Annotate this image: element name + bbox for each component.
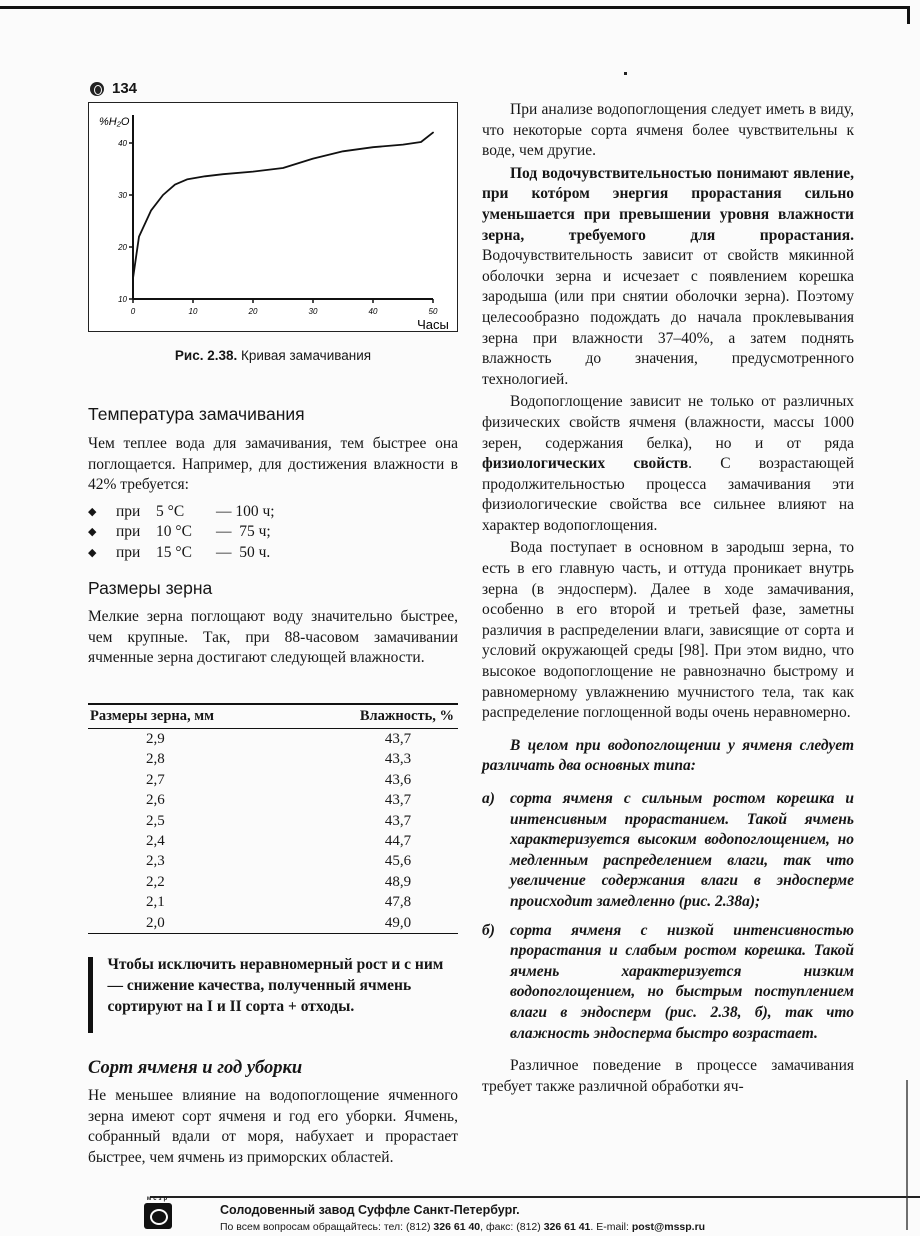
note-text: Чтобы исключить неравномерный рост и с ним — снижение качества, полученный ячмень сортируют на I и II сорта + отходы.	[107, 956, 444, 1015]
list-item-marker: а)	[482, 790, 495, 807]
cell-moisture: 43,6	[384, 771, 412, 788]
footer-fax: 326 61 41	[543, 1221, 591, 1233]
list-item-hours: — 100 ч;	[216, 502, 275, 520]
y-tick-label: 40	[118, 139, 127, 148]
list-item-temp: 15 °С	[156, 543, 192, 561]
list-item-hours: — 50 ч.	[216, 543, 271, 561]
paragraph-physiology	[482, 392, 854, 536]
cell-moisture: 45,6	[384, 853, 412, 870]
table-row	[88, 770, 458, 790]
paragraph-water-sensitivity	[482, 164, 854, 391]
page-corner-mark	[907, 6, 910, 24]
definition-bold: Под водочувствительностью понимают явление, при котóром энергия прорастания сильно уменьшается при превышении уровня влажности зерна, требуемого для прорастания.	[482, 164, 854, 244]
footer-email[interactable]: post@mssp.ru	[631, 1221, 706, 1233]
table-body	[88, 729, 458, 934]
heading-variety: Сорт ячменя и год уборки	[88, 1058, 303, 1078]
cell-grain-size: 2,9	[146, 731, 165, 747]
table-row	[88, 831, 458, 851]
footer-text: По всем вопросам обращайтесь: тел: (812)	[220, 1221, 434, 1233]
bullet-diamond-icon: ◆	[88, 526, 97, 539]
paragraph-two-types: В целом при водопоглощении у ячменя следует различать два основных типа:	[482, 736, 854, 775]
footer-rule	[150, 1196, 920, 1198]
list-item-marker: б)	[482, 921, 495, 939]
cell-moisture: 49,0	[251, 913, 458, 934]
grain-table-wrap	[88, 703, 458, 934]
list-item	[482, 789, 854, 913]
y-axis-label: %H₂O	[99, 116, 130, 128]
paragraph-temperature: Чем теплее вода для замачивания, тем быстрее она поглощается. Например, для достижения влажности в 42% требуется:	[88, 435, 458, 494]
note-bar	[88, 957, 93, 1033]
list-item-text: сорта ячменя с сильным ростом корешка и интенсивным прорастанием. Такой ячмень характеризуется высоким водопоглощением, но медленным распределением влаги, так что увеличение содержания влаги в эндосперме происходит замедленно (рис. 2.38а);	[510, 790, 854, 910]
x-tick-label: 40	[368, 307, 378, 316]
list-item-hours: — 75 ч;	[216, 523, 271, 541]
footer-text: , факс: (812)	[480, 1221, 544, 1233]
cell-grain-size: 2,1	[146, 894, 165, 911]
cell-grain-size: 2,3	[146, 853, 165, 870]
figure-caption-text: Кривая замачивания	[237, 348, 372, 363]
cell-grain-size: 2,6	[146, 792, 165, 809]
company-logo	[143, 1196, 173, 1230]
cell-grain-size: 2,0	[88, 913, 251, 934]
cell-moisture: 44,7	[384, 833, 412, 850]
heading-temperature: Температура замачивания	[88, 404, 305, 424]
physiology-text-b: . С возрастающей продолжительностью процесса замачивания эти физиологические свойства все сильнее влияют на характер водопоглощения.	[482, 455, 854, 534]
bullet-diamond-icon: ◆	[88, 546, 97, 559]
list-item-temp: 10 °С	[156, 523, 192, 541]
paragraph-grain-size: Мелкие зерна поглощают воду значительно быстрее, чем крупные. Так, при 88-часовом замачивании ячменные зерна достигают следующей влажности.	[88, 608, 458, 667]
types-list	[482, 789, 854, 1044]
logo-mark-icon	[144, 1203, 172, 1229]
scan-speck	[624, 72, 627, 75]
list-item	[88, 522, 458, 543]
table-row	[88, 872, 458, 892]
definition-rest: Водочувствительность зависит от свойств мякинной оболочки зерна и исчезает с появлением корешка зародыша (или при снятии оболочки зерна). Поэтому целесообразно подождать до начала проклевывания зерна при влажности 37–40%, а затем поднять влажность до значения, предусмотренного технологией.	[482, 247, 854, 388]
x-axis-label: Часы	[417, 317, 449, 331]
table-header-moisture: Влажность, %	[251, 704, 458, 729]
list-item	[88, 502, 458, 523]
footer-text: . E-mail:	[590, 1221, 632, 1233]
physiology-text-a: Водопоглощение зависит не только от различных физических свойств ячменя (влажности, массы 1000 зерен, содержания белка), но и от ряда	[482, 393, 854, 452]
page-marker-icon	[90, 82, 104, 96]
y-tick-label: 30	[118, 191, 127, 200]
cell-moisture: 43,3	[384, 751, 412, 768]
cell-grain-size: 2,8	[146, 751, 165, 768]
x-tick-label: 50	[428, 307, 438, 316]
scan-edge	[906, 1080, 908, 1230]
table-row	[88, 892, 458, 912]
bullet-diamond-icon: ◆	[88, 505, 97, 518]
page-top-rule	[0, 6, 910, 9]
section-grain-size	[88, 578, 458, 669]
x-tick-label: 0	[130, 307, 136, 316]
list-item	[482, 921, 854, 1045]
list-item-temp: 5 °С	[156, 502, 185, 520]
cell-moisture: 43,7	[384, 731, 412, 747]
table-row	[88, 851, 458, 871]
x-tick-label: 30	[308, 307, 318, 316]
cell-grain-size: 2,5	[146, 812, 165, 829]
table-row	[88, 811, 458, 831]
x-tick-label: 10	[188, 307, 198, 316]
footer-contacts	[220, 1221, 705, 1233]
physiology-bold: физиологических свойств	[482, 455, 689, 473]
page-number-text: 134	[112, 80, 138, 97]
list-item-prefix: при	[116, 523, 141, 541]
page-number	[90, 80, 137, 97]
figure-caption	[88, 348, 458, 363]
footer-phone: 326 61 40	[433, 1221, 481, 1233]
cell-moisture: 43,7	[384, 792, 412, 809]
logo-tag: мсзр	[146, 1196, 170, 1202]
sorting-note	[88, 955, 458, 1033]
table-row	[88, 790, 458, 810]
y-tick-label: 10	[118, 295, 127, 304]
cell-grain-size: 2,7	[146, 771, 165, 788]
section-variety	[88, 1058, 458, 1168]
temperature-list	[88, 502, 458, 564]
right-column	[482, 100, 854, 1097]
list-item-text: сорта ячменя с низкой интенсивностью прорастания и слабым ростом корешка. Такой ячмень характеризуется низким водопоглощением, но быстрым поступлением влаги в эндосперм (рис. 2.38, б), так что влажность эндосперма быстро возрастает.	[510, 921, 854, 1042]
y-tick-label: 20	[118, 243, 127, 252]
figure-caption-number: Рис. 2.38.	[174, 348, 238, 363]
heading-grain-size: Размеры зерна	[88, 578, 213, 598]
list-item-prefix: при	[116, 543, 141, 561]
cell-grain-size: 2,4	[146, 833, 165, 850]
table-row	[88, 749, 458, 769]
table-row	[88, 913, 458, 934]
chart-svg	[89, 103, 457, 331]
cell-moisture: 48,9	[384, 873, 412, 890]
cell-grain-size: 2,2	[146, 873, 165, 890]
table-header-size: Размеры зерна, мм	[88, 704, 251, 729]
list-item-prefix: при	[116, 502, 141, 520]
table-header-row	[88, 704, 458, 729]
cell-moisture: 43,7	[384, 812, 412, 829]
footer-company: Солодовенный завод Суффле Санкт-Петербург.	[220, 1203, 520, 1217]
list-item	[88, 543, 458, 564]
soaking-curve-chart	[88, 102, 458, 332]
paragraph-variety: Не меньшее влияние на водопоглощение ячменного зерна имеют сорт ячменя и год его уборки. Ячмень, собранный вдали от моря, набухает и прорастает быстрее, чем ячмень из приморских областей.	[88, 1087, 458, 1166]
section-temperature	[88, 404, 458, 564]
paragraph-water-entry: Вода поступает в основном в зародыш зерна, то есть в его главную часть, и оттуда проникает внутрь зерна (в эндосперм). Далее в ходе замачивания, особенно в его второй и третьей фазе, заметны различия в распределении влаги, зависящие от сорта и условий окружающей среды [98]. При этом видно, что высокое водопоглощение не равнозначно быстрому и равномерному увлажнению мучнистого тела, так как распределение поглощенной воды очень неравномерно.	[482, 539, 854, 722]
cell-moisture: 47,8	[384, 894, 412, 911]
x-tick-label: 20	[248, 307, 258, 316]
grain-moisture-table	[88, 703, 458, 934]
table-row	[88, 729, 458, 750]
soaking-curve-line	[133, 133, 433, 279]
paragraph-analysis: При анализе водопоглощения следует иметь в виду, что некоторые сорта ячменя более чувствительны к воде, чем другие.	[482, 101, 854, 160]
paragraph-different-behavior: Различное поведение в процессе замачивания требует также различной обработки яч-	[482, 1057, 854, 1095]
